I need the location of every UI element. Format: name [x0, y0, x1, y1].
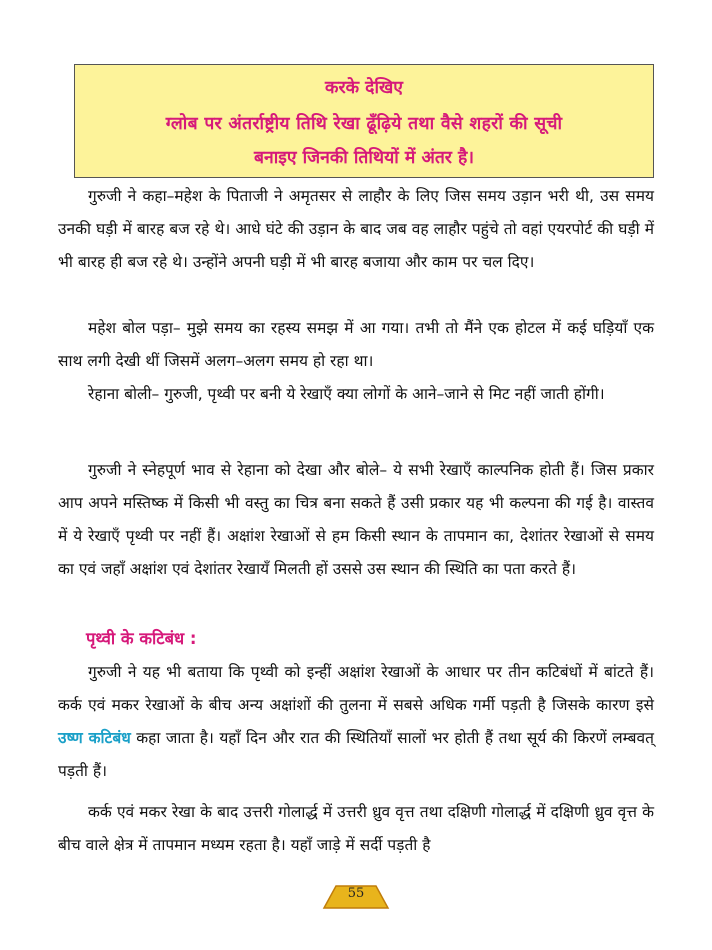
section-heading: पृथ्वी के कटिबंध : — [86, 629, 197, 648]
activity-line-2: बनाइए जिनकी तिथियों में अंतर है। — [254, 148, 474, 168]
page-number: 55 — [347, 886, 365, 901]
paragraph-5-text-b: कहा जाता है। यहाँ दिन और रात की स्थितियाँ सालों भर होती हैं तथा सूर्य की किरणें लम्बवत् पड़ती हैं। — [58, 729, 654, 780]
activity-box — [74, 64, 654, 178]
highlight-term: उष्ण कटिबंध — [58, 729, 131, 747]
paragraph-3: रेहाना बोली– गुरुजी, पृथ्वी पर बनी ये रेखाएँ क्या लोगों के आने–जाने से मिट नहीं जाती होंगी। — [88, 385, 605, 403]
activity-line-1: ग्लोब पर अंतर्राष्ट्रीय तिथि रेखा ढूँढ़िये तथा वैसे शहरों की सूची — [165, 114, 563, 134]
paragraph-6: कर्क एवं मकर रेखा के बाद उत्तरी गोलार्द्ध में उत्तरी ध्रुव वृत्त तथा दक्षिणी गोलार्द्ध में दक्षिणी ध्रुव वृत्त के बीच वाले क्षेत्र में तापमान मध्यम रहता है। यहाँ जाड़े में सर्दी पड़ती है — [58, 803, 654, 854]
paragraph-1: गुरुजी ने कहा–महेश के पिताजी ने अमृतसर से लाहौर के लिए जिस समय उड़ान भरी थी, उस समय उनकी घड़ी में बारह बज रहे थे। आधे घंटे की उड़ान के बाद जब वह लाहौर पहुंचे तो वहां एयरपोर्ट की घड़ी में भी बारह ही बज रहे थे। उन्होंने अपनी घड़ी में भी बारह बजाया और काम पर चल दिए। — [58, 187, 654, 271]
activity-title: करके देखिए — [325, 78, 403, 98]
paragraph-5 — [58, 656, 654, 788]
paragraph-5-text-a: गुरुजी ने यह भी बताया कि पृथ्वी को इन्हीं अक्षांश रेखाओं के आधार पर तीन कटिबंधों में बांटते हैं। कर्क एवं मकर रेखाओं के बीच अन्य अक्षांशों की तुलना में सबसे अधिक गर्मी पड़ती है जिसके कारण इसे — [58, 663, 654, 714]
paragraph-4: गुरुजी ने स्नेहपूर्ण भाव से रेहाना को देखा और बोले– ये सभी रेखाएँ काल्पनिक होती हैं। जिस प्रकार आप अपने मस्तिष्क में किसी भी वस्तु का चित्र बना सकते हैं उसी प्रकार यह भी कल्पना की गई है। वास्तव में ये रेखाएँ पृथ्वी पर नहीं हैं। अक्षांश रेखाओं से हम किसी स्थान के तापमान का, देशांतर रेखाओं से समय का एवं जहाँ अक्षांश एवं देशांतर रेखायँ मिलती हों उससे उस स्थान की स्थिति का पता करते हैं। — [58, 461, 654, 578]
paragraph-2: महेश बोल पड़ा– मुझे समय का रहस्य समझ में आ गया। तभी तो मैंने एक होटल में कई घड़ियाँ एक साथ लगी देखी थीं जिसमें अलग–अलग समय हो रहा था। — [58, 319, 654, 370]
